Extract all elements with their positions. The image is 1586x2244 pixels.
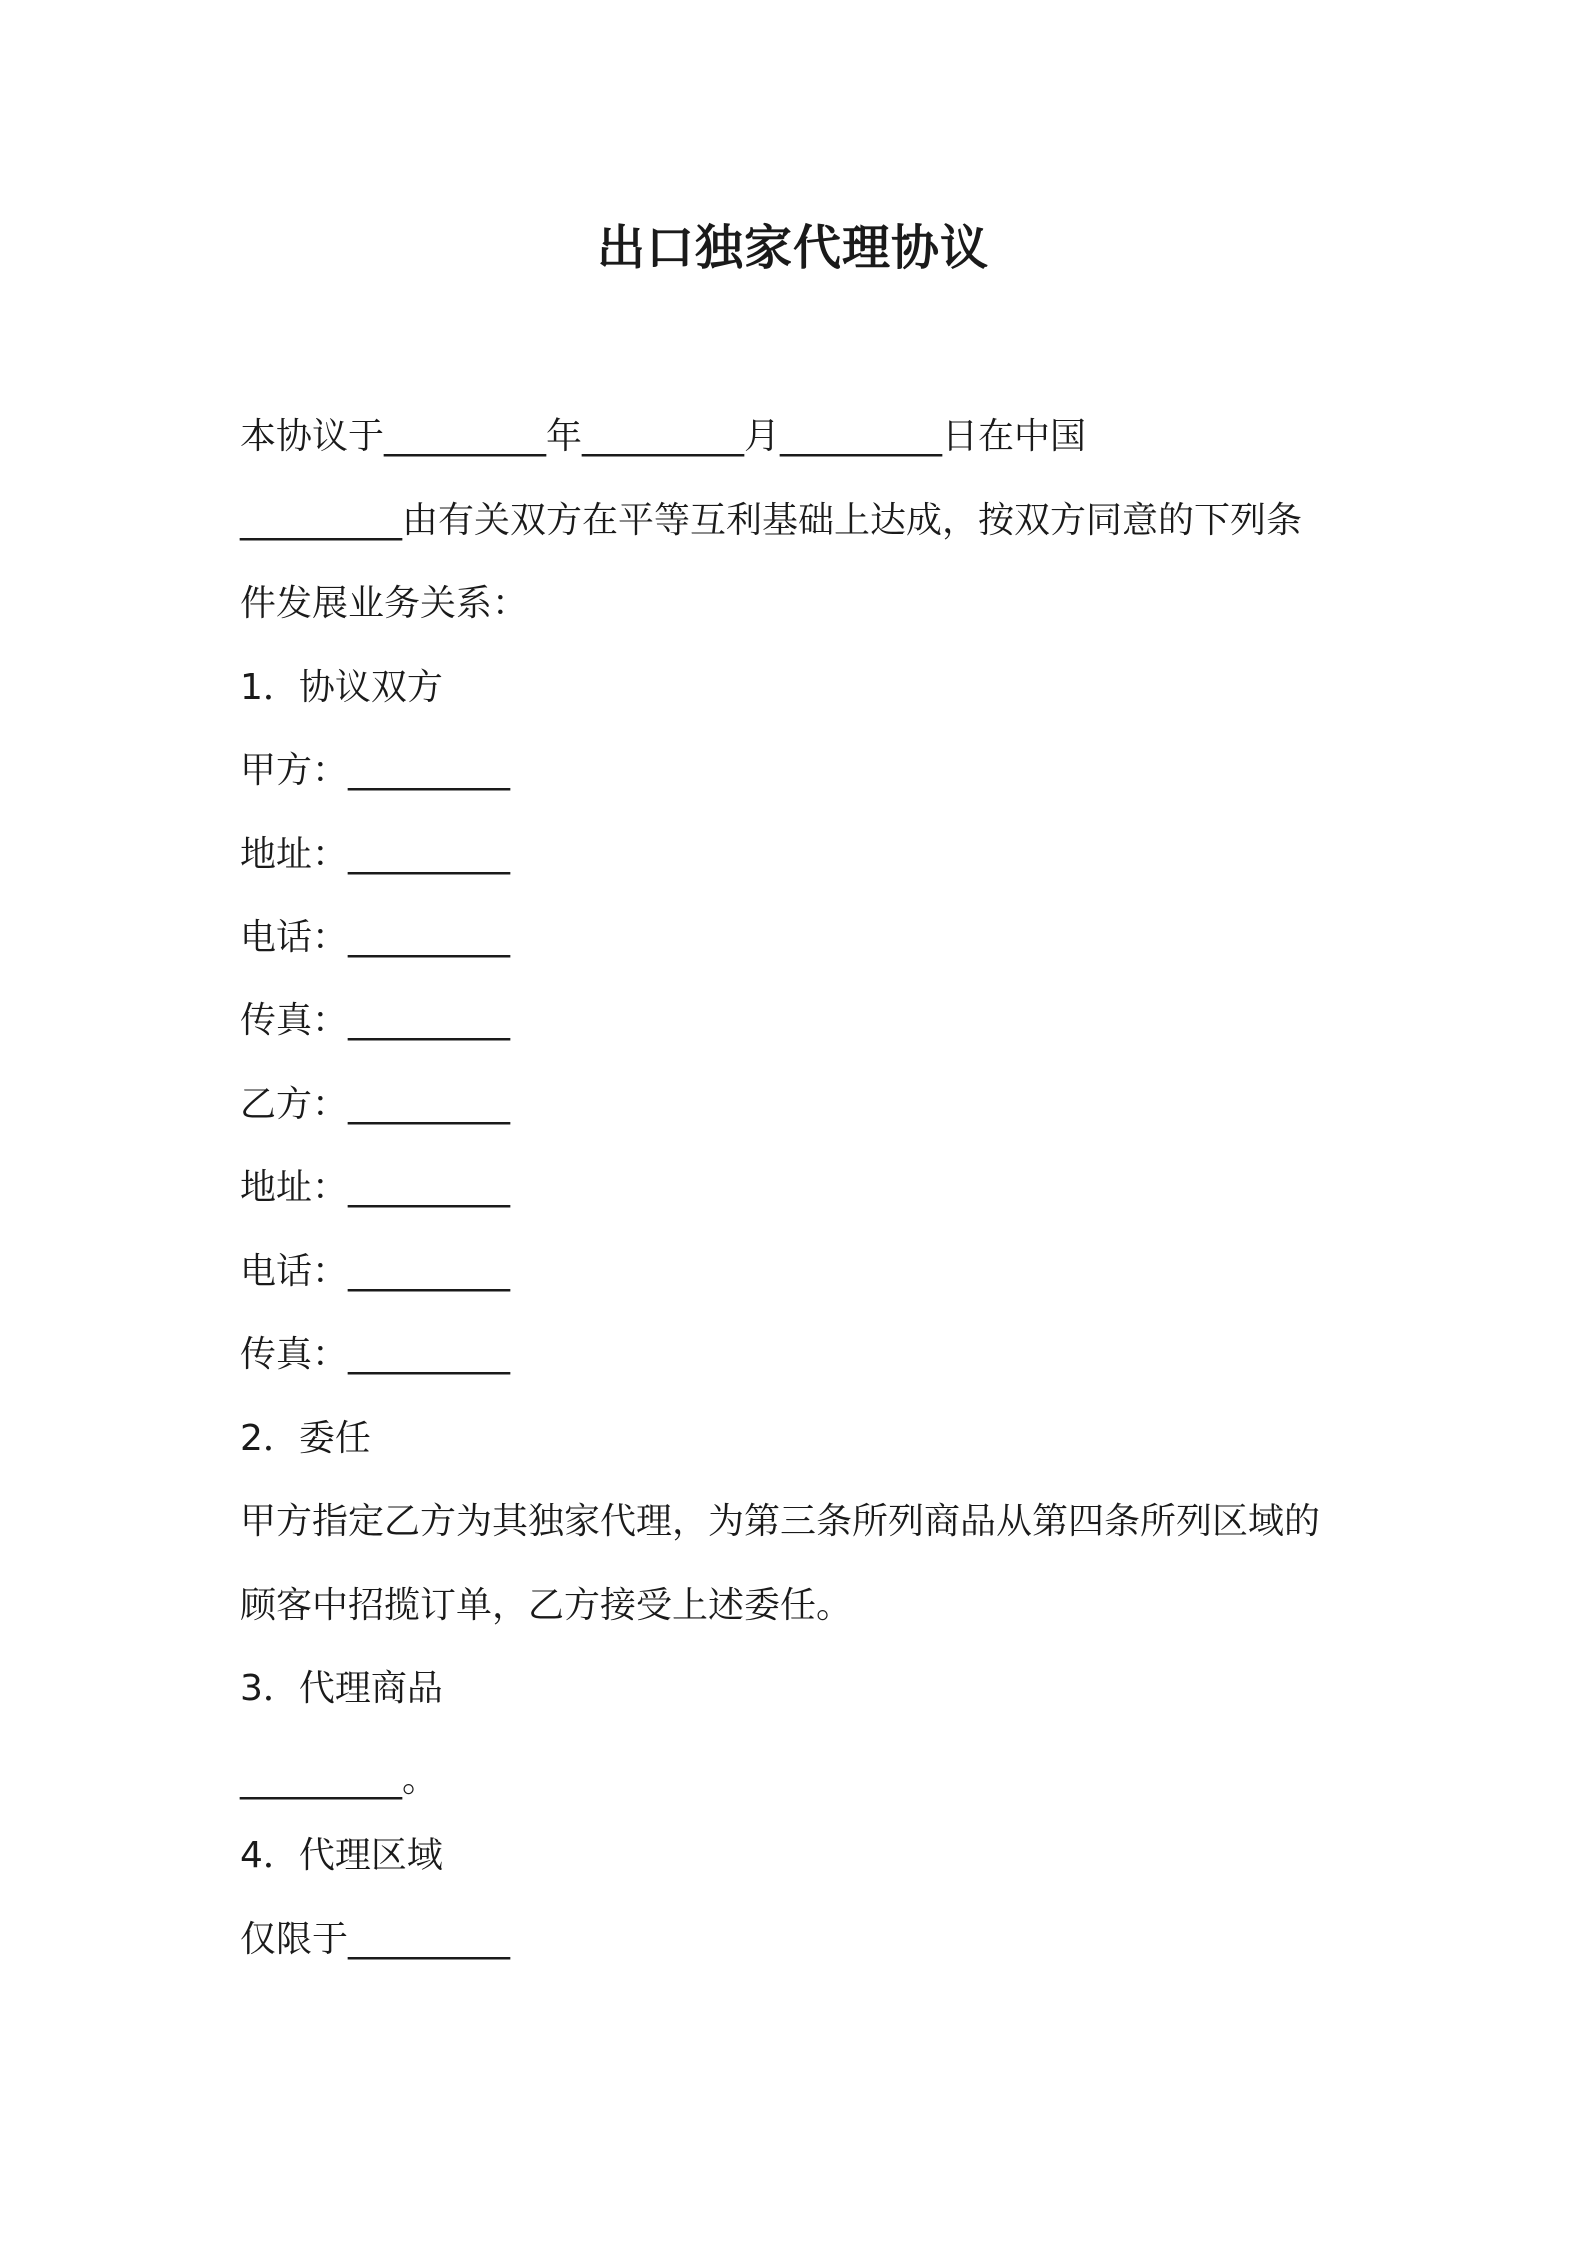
territory-field: 仅限于_________ — [240, 1919, 511, 1960]
party-b-phone-field: 电话：_________ — [240, 1251, 511, 1292]
appointment-text-line-1: 甲方指定乙方为其独家代理，为第三条所列商品从第四条所列区域的 — [240, 1501, 1321, 1542]
preamble-line-2: _________由有关双方在平等互利基础上达成，按双方同意的下列条 — [240, 500, 1303, 541]
preamble-line-1: 本协议于_________年_________月_________日在中国 — [240, 416, 1087, 457]
party-b-fax-field: 传真：_________ — [240, 1334, 511, 1375]
party-b-address-field: 地址：_________ — [240, 1167, 511, 1208]
section-heading-territory: 4．代理区域 — [240, 1835, 443, 1876]
party-a-phone-field: 电话：_________ — [240, 917, 511, 958]
preamble-line-3: 件发展业务关系： — [240, 583, 529, 624]
section-heading-appointment: 2．委任 — [240, 1418, 371, 1459]
products-field: _________。 — [240, 1759, 439, 1800]
section-heading-products: 3．代理商品 — [240, 1668, 443, 1709]
party-b-name-field: 乙方：_________ — [240, 1084, 511, 1125]
party-a-address-field: 地址：_________ — [240, 834, 511, 875]
party-a-name-field: 甲方：_________ — [240, 750, 511, 791]
appointment-text-line-2: 顾客中招揽订单，乙方接受上述委任。 — [240, 1585, 853, 1626]
document-title: 出口独家代理协议 — [596, 220, 989, 276]
section-heading-parties: 1．协议双方 — [240, 667, 443, 708]
party-a-fax-field: 传真：_________ — [240, 1000, 511, 1041]
